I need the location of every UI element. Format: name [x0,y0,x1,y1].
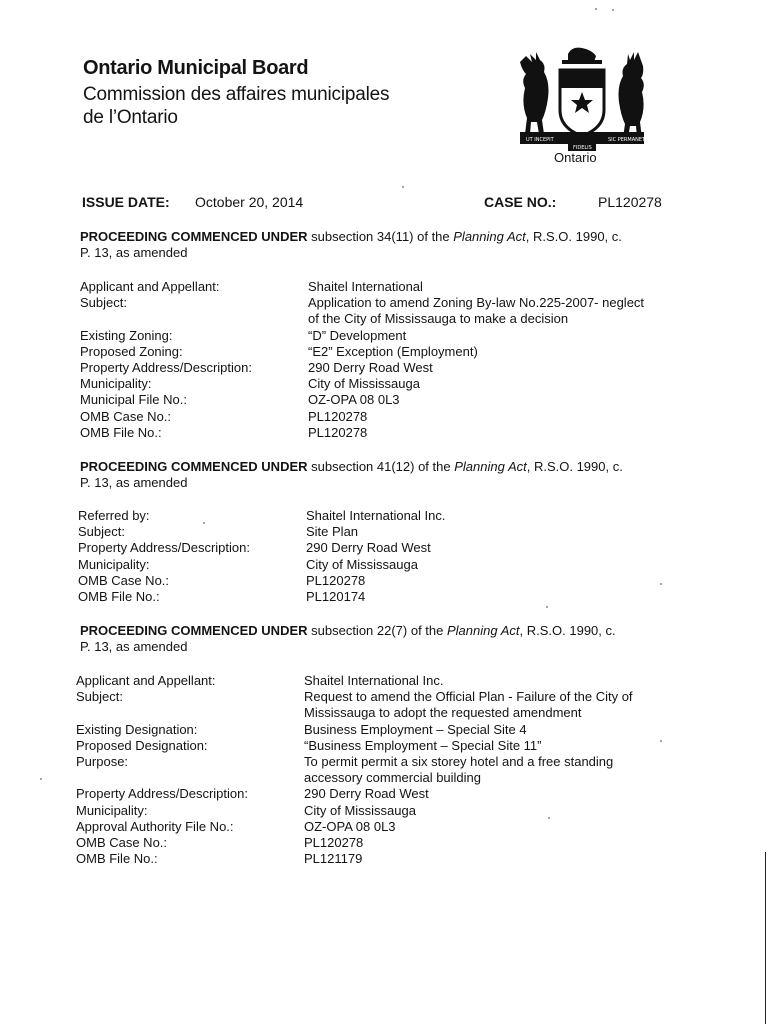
detail-row [76,786,686,802]
proceeding-details-2 [78,508,678,605]
detail-label: Existing Zoning: [80,327,173,343]
detail-label: OMB Case No.: [78,572,170,588]
detail-row [76,722,686,738]
detail-label: Subject: [78,524,125,540]
detail-label: Property Address/Description: [78,540,250,556]
detail-label: Municipality: [80,376,152,392]
case-number-label: CASE NO.: [484,194,557,210]
proceeding-heading-text: subsection 22(7) of the [307,623,447,638]
detail-row [80,344,680,360]
proceeding-details-3 [76,673,686,867]
detail-value: City of Mississauga [308,376,420,392]
detail-row [78,508,678,524]
proceeding-heading-line2: P. 13, as amended [80,475,188,490]
detail-label: OMB File No.: [80,424,162,440]
ontario-coat-of-arms-logo [518,42,646,154]
detail-row [80,409,680,425]
scan-edge-line [765,852,766,1024]
board-title-french-line2: de l’Ontario [83,107,178,128]
crest-caption: Ontario [554,150,597,165]
detail-label: OMB Case No.: [76,835,168,851]
detail-value: 290 Derry Road West [306,540,431,556]
proceeding-heading-line2: P. 13, as amended [80,639,188,654]
detail-value: Application to amend Zoning By-law No.225-2007- neglect [308,295,645,311]
detail-value: Shaitel International [308,279,423,294]
detail-row [76,819,686,835]
scan-speck [660,740,662,742]
detail-value: PL121179 [304,851,363,867]
detail-row [80,360,680,376]
detail-row [76,835,686,851]
detail-label: Proposed Zoning: [80,343,183,359]
motto-center-text: FIDELIS [573,145,592,151]
detail-value: Business Employment – Special Site 4 [304,721,527,737]
detail-label: Approval Authority File No.: [76,818,234,834]
detail-label: Property Address/Description: [80,360,252,376]
detail-row [76,738,686,754]
board-title-english: Ontario Municipal Board [83,57,309,79]
planning-act-title: Planning Act [454,459,527,474]
detail-value: PL120174 [306,589,366,605]
detail-value: To permit permit a six storey hotel and a free standing [304,754,614,770]
detail-value-continued: accessory commercial building [304,770,482,786]
detail-value: 290 Derry Road West [308,360,433,376]
detail-row [76,754,686,770]
motto-left-text: UT INCEPIT [526,137,554,143]
detail-row [80,311,680,327]
proceeding-heading-text: subsection 34(11) of the [307,229,454,244]
proceeding-heading-text: subsection 41(12) of the [307,459,455,474]
planning-act-title: Planning Act [453,229,526,244]
scan-speck [595,8,597,10]
detail-row [76,705,686,721]
detail-label: Referred by: [78,508,150,523]
issue-date-label: ISSUE DATE: [82,194,170,210]
detail-row [80,376,680,392]
detail-value-continued: Mississauga to adopt the requested amendment [304,705,582,721]
planning-act-title: Planning Act [447,623,520,638]
detail-row [76,803,686,819]
detail-row [78,573,678,589]
issue-date-value: October 20, 2014 [195,194,304,210]
detail-row [80,295,680,311]
scan-speck [40,778,42,780]
detail-row [80,392,680,408]
proceeding-heading-text: , R.S.O. 1990, c. [526,459,623,474]
scan-speck [203,522,205,524]
proceeding-heading-bold: PROCEEDING COMMENCED UNDER [80,459,308,474]
detail-value: City of Mississauga [306,556,418,572]
detail-row [76,689,686,705]
scan-speck [402,186,404,188]
detail-value: Shaitel International Inc. [306,508,446,523]
scan-speck [660,583,662,585]
detail-label: OMB File No.: [76,851,158,867]
board-title-french-line1: Commission des affaires municipales [83,84,390,105]
detail-value: PL120278 [304,835,364,851]
detail-value: PL120278 [308,408,368,424]
detail-value: “D” Development [308,327,407,343]
detail-value: Shaitel International Inc. [304,673,444,688]
scan-speck [546,606,548,608]
detail-label: OMB Case No.: [80,408,172,424]
detail-row [76,770,686,786]
proceeding-details-1 [80,279,680,441]
detail-row [76,851,686,867]
detail-label: Subject: [80,295,127,311]
detail-row [78,540,678,556]
proceeding-heading-text: , R.S.O. 1990, c. [519,623,616,638]
detail-row [78,557,678,573]
motto-right-text: SIC PERMANET [608,137,646,143]
detail-value: 290 Derry Road West [304,786,429,802]
scan-speck [612,9,614,11]
case-number-value: PL120278 [598,194,662,210]
detail-label: OMB File No.: [78,589,160,605]
detail-value: “E2” Exception (Employment) [308,343,478,359]
detail-value: OZ-OPA 08 0L3 [304,818,396,834]
detail-value: Site Plan [306,524,359,540]
proceeding-heading-bold: PROCEEDING COMMENCED UNDER [80,229,308,244]
detail-label: Existing Designation: [76,721,198,737]
detail-label: Municipality: [78,556,150,572]
detail-value: PL120278 [308,424,368,440]
proceeding-heading-text: , R.S.O. 1990, c. [525,229,622,244]
proceeding-heading-2 [80,459,680,491]
detail-label: Purpose: [76,754,129,770]
detail-value: City of Mississauga [304,802,416,818]
detail-row [76,673,686,689]
detail-row [80,279,680,295]
detail-row [78,524,678,540]
proceeding-heading-bold: PROCEEDING COMMENCED UNDER [80,623,308,638]
detail-value: “Business Employment – Special Site 11” [304,737,542,753]
detail-row [78,589,678,605]
detail-label: Subject: [76,689,123,705]
detail-row [80,425,680,441]
detail-label: Applicant and Appellant: [80,279,220,294]
detail-label: Property Address/Description: [76,786,248,802]
detail-label: Applicant and Appellant: [76,673,216,688]
detail-value: PL120278 [306,572,366,588]
proceeding-heading-line2: P. 13, as amended [80,245,188,260]
scan-speck [548,817,550,819]
detail-value: Request to amend the Official Plan - Failure of the City of [304,689,633,705]
proceeding-heading-1 [80,229,680,261]
detail-value-continued: of the City of Mississauga to make a decision [308,311,569,327]
board-title-french [83,83,389,129]
detail-value: OZ-OPA 08 0L3 [308,392,400,408]
detail-row [80,328,680,344]
detail-label: Municipal File No.: [80,392,187,408]
proceeding-heading-3 [80,623,680,655]
detail-label: Municipality: [76,802,148,818]
detail-label: Proposed Designation: [76,737,208,753]
